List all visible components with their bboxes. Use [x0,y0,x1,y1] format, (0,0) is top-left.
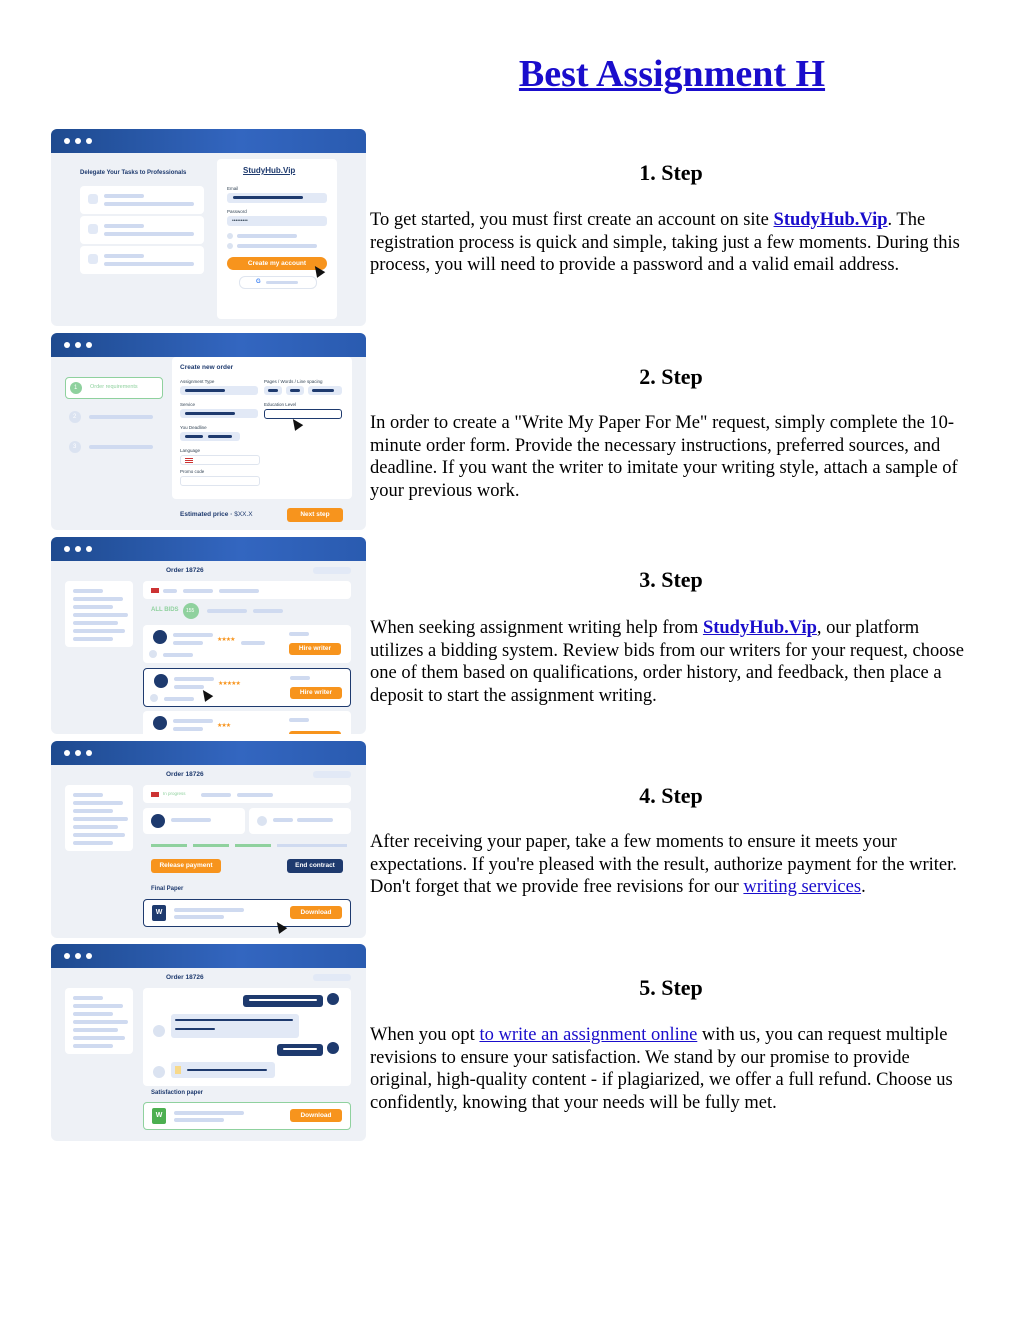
step-text: In order to create a "Write My Paper For Me" request, simply complete the 10-minute order form. Provide the necessary instructions, preferred sources, and deadline. If you want the writer to imitate your writing style, attach a sample of your previous work. [370,413,958,501]
field-label: Service [180,402,196,407]
step-text: After receiving your paper, take a few moments to ensure it meets your expectations. If you're pleased with the result, authorize payment for the writer. Don't forget that we provide free revisions for our writing services. [370,832,957,898]
mockup-bids [51,537,366,734]
window-titlebar [51,741,366,765]
education-level-select[interactable] [264,409,342,419]
window-titlebar [51,537,366,561]
order-heading: Order 18726 [166,567,204,574]
step-text: When you opt to write an assignment online with us, you can request multiple revisions to ensure your satisfaction. We stand by our promise to provide original, high-quality content - if plagiarized, we offer a full refund. Choose us confidently, knowing that your needs will be fully met. [370,1025,953,1113]
bid-card[interactable] [143,711,351,734]
hire-writer-button[interactable]: Hire writer [289,643,341,655]
order-sidebar [65,581,133,647]
order-summary [143,785,351,803]
order-sidebar [65,785,133,851]
end-contract-button[interactable]: End contract [287,859,343,873]
words-field[interactable] [286,386,304,395]
signup-form [217,159,337,319]
sidebar-item[interactable]: 2 [65,407,161,427]
window-dots-icon [64,546,92,552]
deadline-field[interactable] [180,432,240,441]
field-label: You Deadline [180,425,207,430]
release-payment-button[interactable]: Release payment [151,859,221,873]
flag-icon [185,458,193,463]
final-paper-label: Final Paper [151,886,184,892]
chat-message-incoming [171,1062,275,1078]
step-heading: 5. Step [639,975,703,1000]
satisfaction-paper-file[interactable] [143,1102,351,1130]
create-account-button[interactable]: Create my account [227,257,327,270]
download-button[interactable]: Download [290,1109,342,1122]
order-sidebar [65,988,133,1054]
bid-count-badge: 155 [183,603,199,619]
writer-card [143,808,245,834]
chat-message-outgoing [277,1044,323,1056]
final-paper-file[interactable] [143,899,351,927]
mockup-final-paper [51,741,366,938]
file-icon [175,1066,181,1074]
field-label: Education Level [264,402,297,407]
chat-message-outgoing [243,995,323,1007]
avatar [153,630,167,644]
avatar [154,674,168,688]
next-step-button[interactable]: Next step [287,508,343,522]
word-file-icon: W [152,905,166,921]
write-assignment-online-link[interactable]: to write an assignment online [479,1025,698,1045]
step-heading: 1. Step [639,160,703,185]
field-label: Pages / Words / Line spacing [264,379,323,384]
password-field[interactable]: ••••••••• [227,216,327,226]
window-dots-icon [64,138,92,144]
status-in-progress: In progress [163,791,186,796]
task-card [80,216,204,244]
word-file-icon: W [152,1108,166,1124]
chat-message-incoming [171,1014,299,1038]
form-heading: Create new order [180,364,234,371]
rating-stars-icon: ★★★★★ [218,681,240,687]
hire-writer-button[interactable]: Hire writer [290,687,342,699]
password-label: Password [227,209,247,214]
email-field[interactable] [227,193,327,203]
pages-field[interactable] [264,386,282,395]
sidebar-item[interactable]: 3 [65,437,161,457]
writing-services-link[interactable]: writing services [743,877,862,898]
step-heading: 3. Step [639,567,703,592]
rating-stars-icon: ★★★★ [217,637,235,643]
avatar [151,814,165,828]
avatar [153,1025,165,1037]
service-select[interactable] [180,409,258,418]
mockup-order-form [51,333,366,530]
google-button[interactable] [239,276,317,289]
window-dots-icon [64,342,92,348]
email-label: Email [227,186,239,191]
order-form [172,357,352,499]
window-titlebar [51,944,366,968]
page-title [0,52,1024,96]
mockup-revisions [51,944,366,1141]
step-heading: 2. Step [639,364,703,389]
task-card [80,186,204,214]
step-text: When seeking assignment writing help from StudyHub.Vip, our platform utilizes a bidding system. Review bids from our writers for your request, choose one of them based on qualifications, order history, and feedback, then place a deposit to start the assignment writing. [370,618,964,706]
avatar [153,1066,165,1078]
spacing-field[interactable] [308,386,342,395]
title-link[interactable]: Best Assignment H [518,53,826,95]
avatar [327,1042,339,1054]
order-heading: Order 18726 [166,771,204,778]
assignment-type-select[interactable] [180,386,258,395]
language-select[interactable] [180,455,260,465]
rating-stars-icon: ★★★ [217,723,231,729]
customer-card [249,808,351,834]
field-label: Language [180,448,201,453]
task-card [80,246,204,274]
promo-code-field[interactable] [180,476,260,486]
studyhub-link[interactable]: StudyHub.Vip [773,210,888,230]
avatar [153,716,167,730]
field-label: Promo code [180,469,205,474]
step-heading: 4. Step [639,783,703,808]
window-titlebar [51,333,366,357]
chat-panel [143,988,351,1086]
google-icon: G [256,279,261,285]
field-label: Assignment Type [180,379,215,384]
all-bids-label: ALL BIDS [151,607,179,613]
avatar [327,993,339,1005]
hire-writer-button[interactable] [289,731,341,734]
order-summary [143,581,351,599]
estimated-price-label: Estimated price · $XX.X [180,511,253,518]
window-titlebar [51,129,366,153]
estimated-price-value: $XX.X [234,511,253,518]
step-text: To get started, you must first create an account on site StudyHub.Vip. The registration process is quick and simple, taking just a few moments. During this process, you will need to provide a password and a valid email address. [370,210,960,276]
studyhub-link[interactable]: StudyHub.Vip [702,618,817,638]
brand-name: StudyHub.Vip [243,166,296,175]
window-dots-icon [64,953,92,959]
mockup-signup [51,129,366,326]
mockup-heading: Delegate Your Tasks to Professionals [80,170,187,176]
bid-card[interactable] [143,625,351,663]
download-button[interactable]: Download [290,906,342,919]
satisfaction-paper-label: Satisfaction paper [151,1090,204,1096]
window-dots-icon [64,750,92,756]
order-heading: Order 18726 [166,974,204,981]
sidebar-item-order-requirements[interactable]: 1 Order requirements [65,377,163,399]
bid-card-selected[interactable] [143,668,351,707]
